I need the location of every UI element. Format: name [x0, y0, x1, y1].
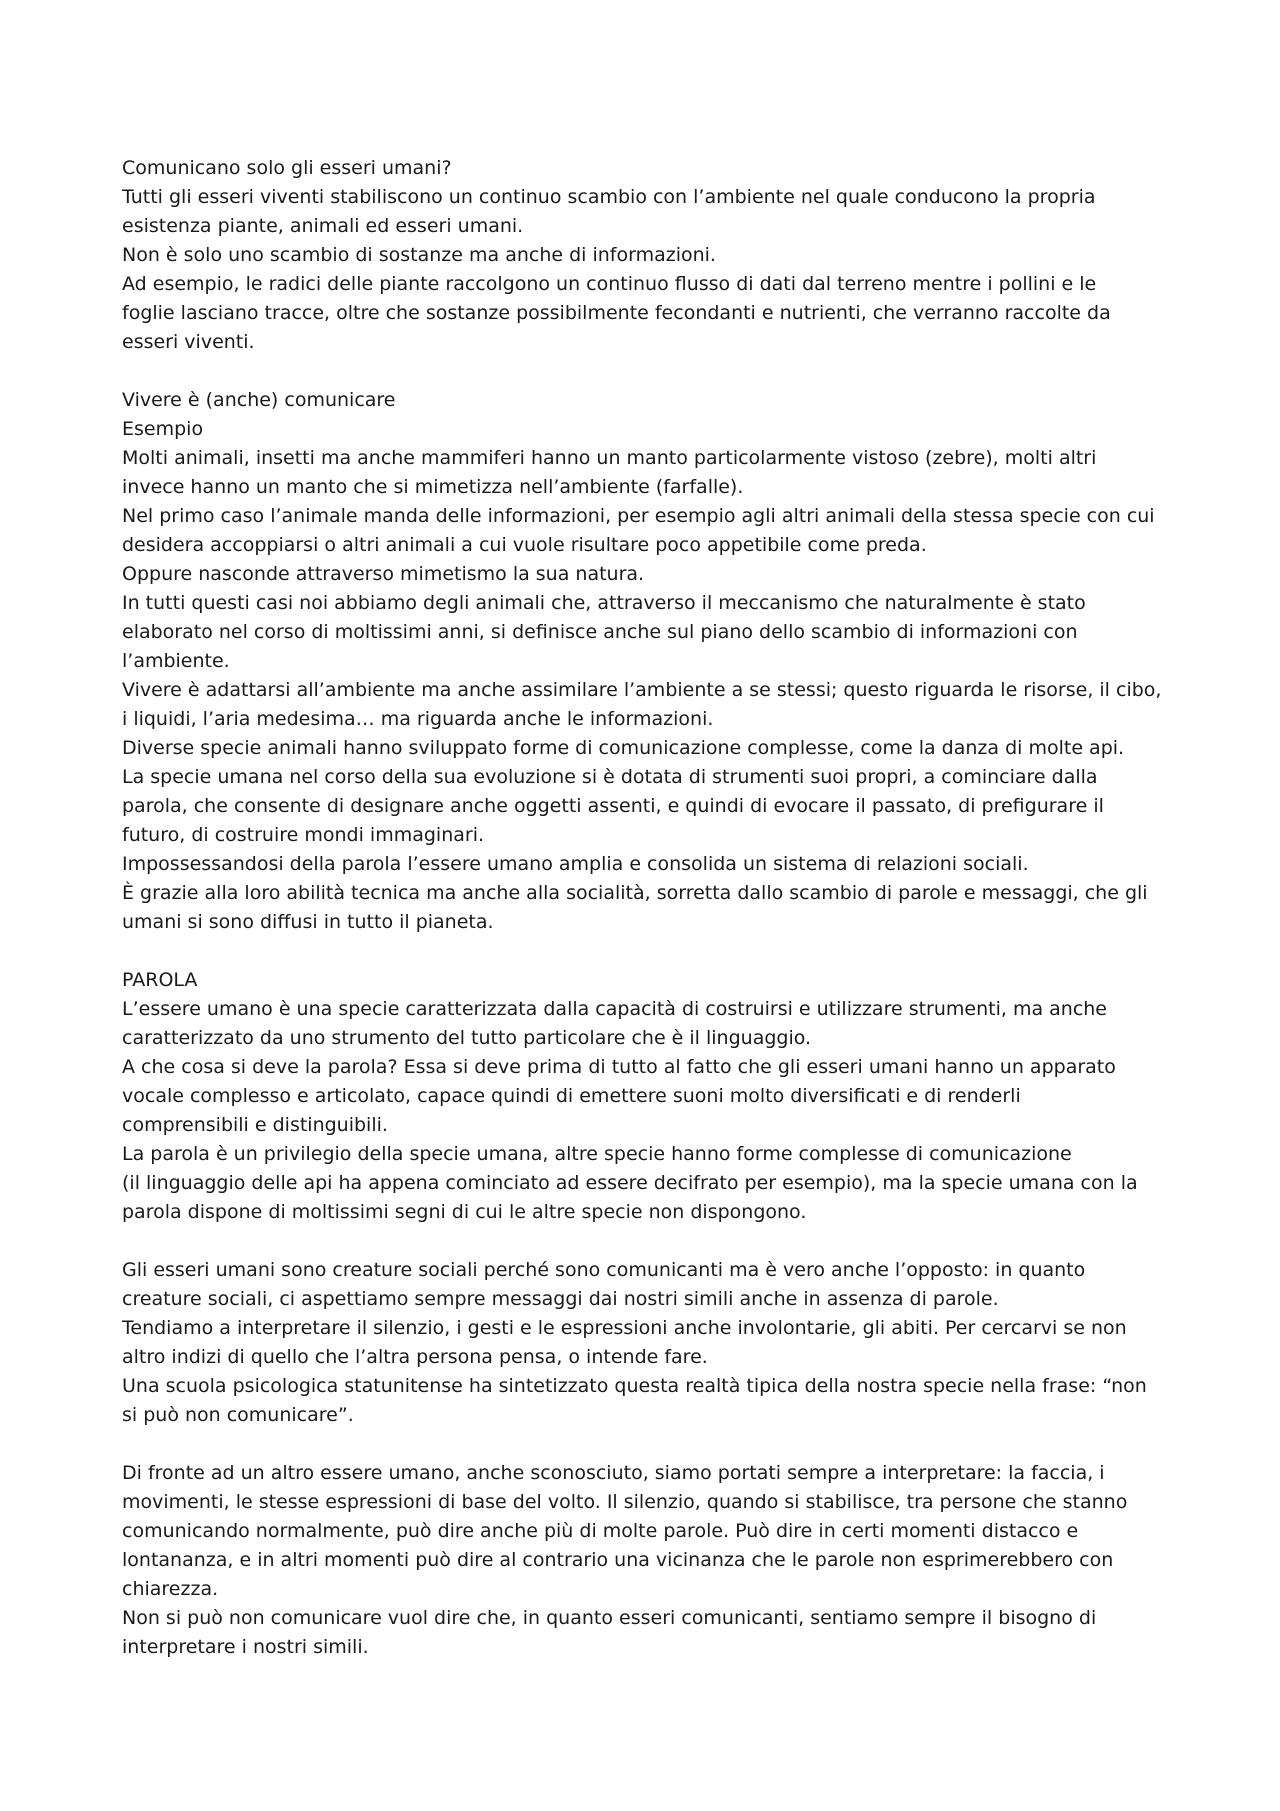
text-line: creature sociali, ci aspettiamo sempre messaggi dai nostri simili anche in assenza di parole.	[122, 1288, 999, 1310]
paragraph	[122, 154, 1172, 357]
text-line: interpretare i nostri simili.	[122, 1636, 369, 1658]
text-line: esistenza piante, animali ed esseri umani.	[122, 215, 524, 237]
text-line: Gli esseri umani sono creature sociali perché sono comunicanti ma è vero anche l’opposto: in quanto	[122, 1259, 1086, 1281]
text-line: esseri viventi.	[122, 331, 255, 353]
paragraph-gap	[122, 1227, 1172, 1256]
paragraph-gap	[122, 357, 1172, 386]
text-line: Oppure nasconde attraverso mimetismo la sua natura.	[122, 563, 645, 585]
text-line: (il linguaggio delle api ha appena cominciato ad essere decifrato per esempio), ma la specie umana con la	[122, 1172, 1138, 1194]
text-line: Una scuola psicologica statunitense ha sintetizzato questa realtà tipica della nostra specie nella frase: “non	[122, 1375, 1147, 1397]
text-line: Tutti gli esseri viventi stabiliscono un continuo scambio con l’ambiente nel quale conducono la propria	[122, 186, 1096, 208]
text-line: vocale complesso e articolato, capace quindi di emettere suoni molto diversificati e di renderli	[122, 1085, 1021, 1107]
text-line: Comunicano solo gli esseri umani?	[122, 157, 452, 179]
text-line: Ad esempio, le radici delle piante raccolgono un continuo flusso di dati dal terreno mentre i pollini e le	[122, 273, 1097, 295]
document-body	[122, 154, 1172, 1662]
text-line: Di fronte ad un altro essere umano, anche sconosciuto, siamo portati sempre a interpretare: la faccia, i	[122, 1462, 1105, 1484]
text-line: comprensibili e distinguibili.	[122, 1114, 388, 1136]
text-line: Vivere è adattarsi all’ambiente ma anche assimilare l’ambiente a se stessi; questo riguarda le risorse, il cibo,	[122, 679, 1162, 701]
text-line: È grazie alla loro abilità tecnica ma anche alla socialità, sorretta dallo scambio di parole e messaggi, che gli	[122, 882, 1148, 904]
text-line: Molti animali, insetti ma anche mammiferi hanno un manto particolarmente vistoso (zebre), molti altri	[122, 447, 1097, 469]
text-line: La parola è un privilegio della specie umana, altre specie hanno forme complesse di comunicazione	[122, 1143, 1072, 1165]
text-line: A che cosa si deve la parola? Essa si deve prima di tutto al fatto che gli esseri umani hanno un apparato	[122, 1056, 1116, 1078]
text-line: movimenti, le stesse espressioni di base del volto. Il silenzio, quando si stabilisce, tra persone che stanno	[122, 1491, 1128, 1513]
paragraph	[122, 1256, 1172, 1430]
text-line: La specie umana nel corso della sua evoluzione si è dotata di strumenti suoi propri, a cominciare dalla	[122, 766, 1098, 788]
text-line: i liquidi, l’aria medesima… ma riguarda anche le informazioni.	[122, 708, 714, 730]
text-line: lontananza, e in altri momenti può dire al contrario una vicinanza che le parole non esprimerebbero con	[122, 1549, 1114, 1571]
text-line: altro indizi di quello che l’altra persona pensa, o intende fare.	[122, 1346, 708, 1368]
paragraph-gap	[122, 937, 1172, 966]
text-line: futuro, di costruire mondi immaginari.	[122, 824, 485, 846]
text-line: desidera accoppiarsi o altri animali a cui vuole risultare poco appetibile come preda.	[122, 534, 927, 556]
text-line: si può non comunicare”.	[122, 1404, 354, 1426]
paragraph-gap	[122, 1430, 1172, 1459]
text-line: umani si sono diffusi in tutto il pianeta.	[122, 911, 494, 933]
text-line: foglie lasciano tracce, oltre che sostanze possibilmente fecondanti e nutrienti, che verranno raccolte da	[122, 302, 1111, 324]
text-line: chiarezza.	[122, 1578, 219, 1600]
text-line: Impossessandosi della parola l’essere umano amplia e consolida un sistema di relazioni sociali.	[122, 853, 1029, 875]
text-line: PAROLA	[122, 969, 198, 991]
paragraph	[122, 1459, 1172, 1662]
text-line: Tendiamo a interpretare il silenzio, i gesti e le espressioni anche involontarie, gli abiti. Per cercarvi se non	[122, 1317, 1127, 1339]
text-line: parola, che consente di designare anche oggetti assenti, e quindi di evocare il passato, di prefigurare il	[122, 795, 1104, 817]
text-line: Vivere è (anche) comunicare	[122, 389, 396, 411]
text-line: parola dispone di moltissimi segni di cui le altre specie non dispongono.	[122, 1201, 807, 1223]
text-line: Diverse specie animali hanno sviluppato forme di comunicazione complesse, come la danza di molte api.	[122, 737, 1125, 759]
paragraph	[122, 386, 1172, 937]
text-line: invece hanno un manto che si mimetizza nell’ambiente (farfalle).	[122, 476, 744, 498]
text-line: Non è solo uno scambio di sostanze ma anche di informazioni.	[122, 244, 716, 266]
text-line: Nel primo caso l’animale manda delle informazioni, per esempio agli altri animali della stessa specie con cui	[122, 505, 1155, 527]
text-line: caratterizzato da uno strumento del tutto particolare che è il linguaggio.	[122, 1027, 812, 1049]
text-line: elaborato nel corso di moltissimi anni, si definisce anche sul piano dello scambio di informazioni con	[122, 621, 1078, 643]
text-line: In tutti questi casi noi abbiamo degli animali che, attraverso il meccanismo che naturalmente è stato	[122, 592, 1086, 614]
text-line: Non si può non comunicare vuol dire che, in quanto esseri comunicanti, sentiamo sempre il bisogno di	[122, 1607, 1097, 1629]
paragraph	[122, 966, 1172, 1227]
text-line: l’ambiente.	[122, 650, 230, 672]
text-line: Esempio	[122, 418, 204, 440]
text-line: L’essere umano è una specie caratterizzata dalla capacità di costruirsi e utilizzare strumenti, ma anche	[122, 998, 1107, 1020]
text-line: comunicando normalmente, può dire anche più di molte parole. Può dire in certi momenti distacco e	[122, 1520, 1079, 1542]
